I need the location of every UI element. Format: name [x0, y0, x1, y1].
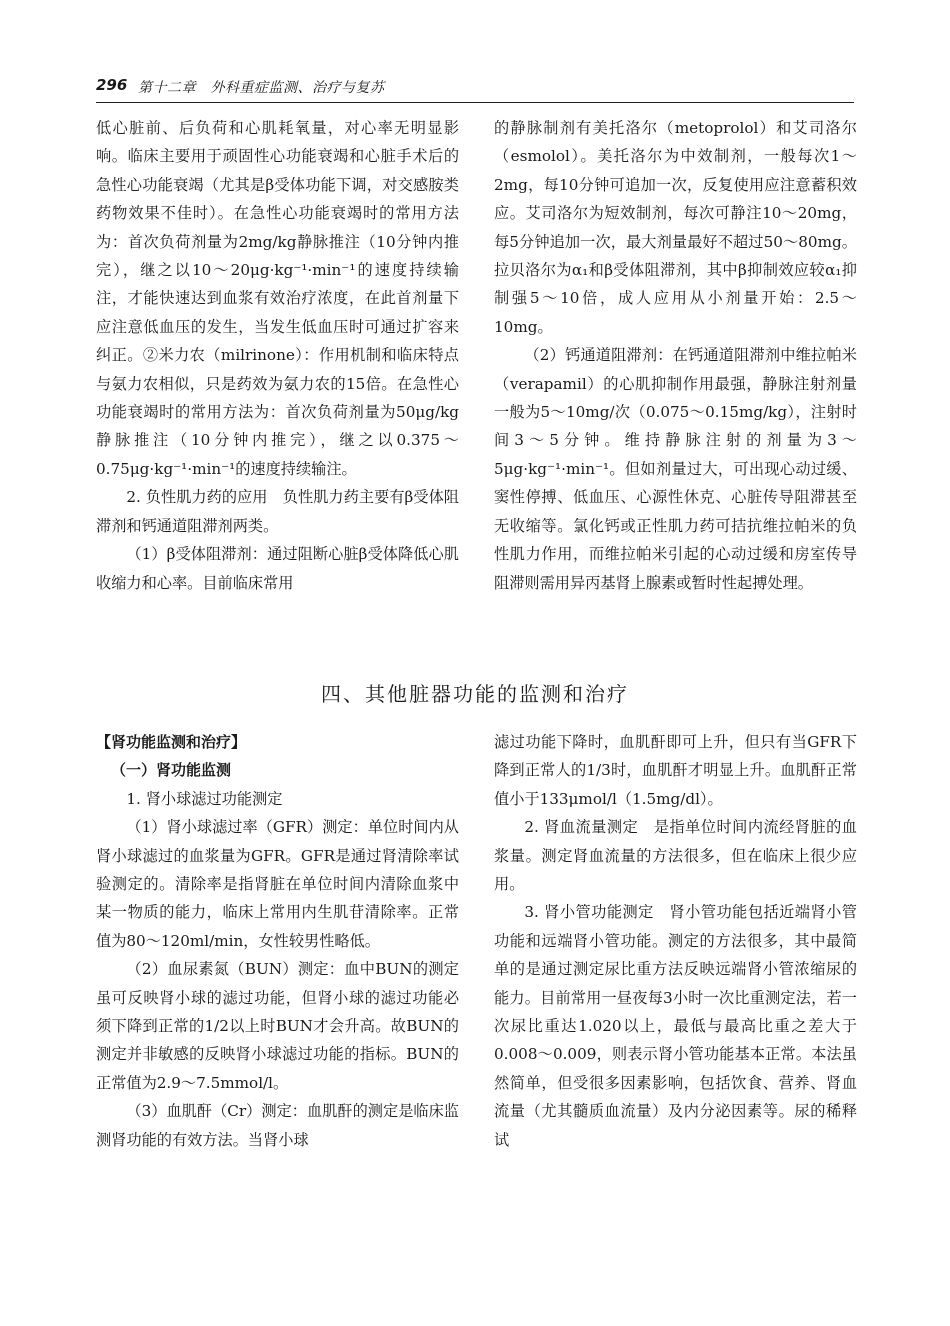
kidney-subheading: （一）肾功能监测	[111, 761, 232, 780]
paragraph: （2）血尿素氮（BUN）测定：血中BUN的测定虽可反映肾小球的滤过功能，但肾小球的滤过功能必须下降到正常的1/2以上时BUN才会升高。故BUN的测定并非敏感的反映肾小球滤过功能的指标。BUN的正常值为2.9～7.5mmol/l。	[96, 960, 459, 1092]
paragraph: 滤过功能下降时，血肌酐即可上升，但只有当GFR下降到正常人的1/3时，血肌酐才明显上升。血肌酐正常值小于133μmol/l（1.5mg/dl）。	[494, 733, 857, 808]
item-heading: 1. 肾小球滤过功能测定	[126, 789, 283, 808]
bottom-left-column	[96, 728, 459, 1154]
kidney-heading: 【肾功能监测和治疗】	[96, 733, 247, 751]
paragraph: （1）β受体阻滞剂：通过阻断心脏β受体降低心肌收缩力和心率。目前临床常用	[96, 545, 459, 592]
section-title: 四、其他脏器功能的监测和治疗	[321, 682, 629, 706]
paragraph: 3. 肾小管功能测定 肾小管功能包括近端肾小管功能和远端肾小管功能。测定的方法很多，其中最简单的是通过测定尿比重方法反映远端肾小管浓缩尿的能力。目前常用一昼夜每3小时一次比重测定法，若一次尿比重达1.020以上，最低与最高比重之差大于0.008～0.009，则表示肾小管功能基本正常。本法虽然简单，但受很多因素影响，包括饮食、营养、肾血流量（尤其髓质血流量）及内分泌因素等。尿的稀释试	[494, 903, 857, 1149]
top-left-column	[96, 114, 459, 597]
running-title: 第十二章 外科重症监测、治疗与复苏	[138, 80, 385, 96]
paragraph: 2. 负性肌力药的应用 负性肌力药主要有β受体阻滞剂和钙通道阻滞剂两类。	[96, 488, 459, 535]
page-number: 296	[96, 76, 128, 94]
top-right-column	[494, 114, 857, 597]
paragraph: 的静脉制剂有美托洛尔（metoprolol）和艾司洛尔（esmolol）。美托洛尔为中效制剂，一般每次1～2mg，每10分钟可追加一次，反复使用应注意蓄积效应。艾司洛尔为短效制剂，每次可静注10～20mg，每5分钟追加一次，最大剂量最好不超过50～80mg。拉贝洛尔为α₁和β受体阻滞剂，其中β抑制效应较α₁抑制强5～10倍，成人应用从小剂量开始：2.5～10mg。	[494, 119, 857, 336]
page-header	[96, 72, 854, 103]
paragraph: （2）钙通道阻滞剂：在钙通道阻滞剂中维拉帕米（verapamil）的心肌抑制作用最强，静脉注射剂量一般为5～10mg/次（0.075～0.15mg/kg），注射时间3～5分钟。维持静脉注射的剂量为3～5μg·kg⁻¹·min⁻¹。但如剂量过大，可出现心动过缓、窦性停搏、低血压、心源性休克、心脏传导阻滞甚至无收缩等。氯化钙或正性肌力药可拮抗维拉帕米的负性肌力作用，而维拉帕米引起的心动过缓和房室传导阻滞则需用异丙基肾上腺素或暂时性起搏处理。	[494, 346, 857, 592]
bottom-right-column	[494, 728, 857, 1154]
paragraph: 低心脏前、后负荷和心肌耗氧量，对心率无明显影响。临床主要用于顽固性心功能衰竭和心脏手术后的急性心功能衰竭（尤其是β受体功能下调，对交感胺类药物效果不佳时）。在急性心功能衰竭时的常用方法为：首次负荷剂量为2mg/kg静脉推注（10分钟内推完），继之以10～20μg·kg⁻¹·min⁻¹的速度持续输注，才能快速达到血浆有效治疗浓度，在此首剂量下应注意低血压的发生，当发生低血压时可通过扩容来纠正。②米力农（milrinone）：作用机制和临床特点与氨力农相似，只是药效为氨力农的15倍。在急性心功能衰竭时的常用方法为：首次负荷剂量为50μg/kg静脉推注（10分钟内推完），继之以0.375～0.75μg·kg⁻¹·min⁻¹的速度持续输注。	[96, 119, 459, 478]
paragraph: 2. 肾血流量测定 是指单位时间内流经肾脏的血浆量。测定肾血流量的方法很多，但在临床上很少应用。	[494, 818, 857, 894]
paragraph: （1）肾小球滤过率（GFR）测定：单位时间内从肾小球滤过的血浆量为GFR。GFR是通过肾清除率试验测定的。清除率是指肾脏在单位时间内清除血浆中某一物质的能力，临床上常用内生肌苷清除率。正常值为80～120ml/min，女性较男性略低。	[96, 818, 459, 950]
paragraph: （3）血肌酐（Cr）测定：血肌酐的测定是临床监测肾功能的有效方法。当肾小球	[96, 1102, 459, 1149]
